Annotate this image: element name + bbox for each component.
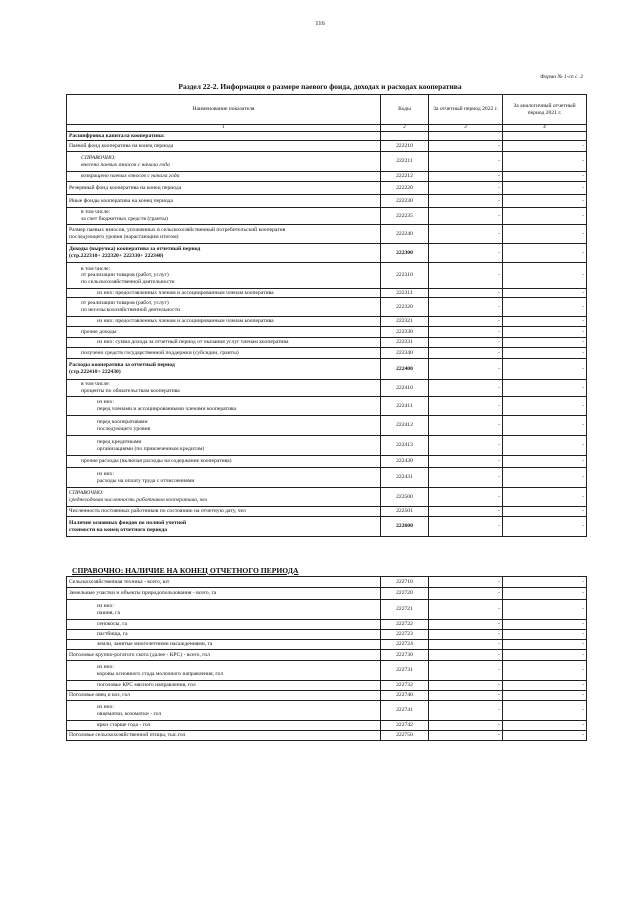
table-row: Размер паевых взносов, уплаченных в сельскохозяйственный потребительский кооператив последующего уровня (нарастающим итогом) 222240 - - — [67, 225, 587, 244]
header-reporting-period: За отчетный период 2022 г. — [429, 95, 503, 125]
table-row: из них: коровы основного стада молочного направления, гол 222731 - - — [67, 661, 587, 681]
table-row: СПРАВОЧНО: внесено паевых взносов с начала года 222211 - - — [67, 152, 587, 172]
table-row: Поголовье сельскохозяйственной птицы, тыс.гол 222750 - - — [67, 731, 587, 741]
table-row: Численность постоянных работников по состоянию на отчетную дату, чел 222501 - - — [67, 507, 587, 517]
table-row: Поголовье овец и коз, гол 222740 - - — [67, 691, 587, 701]
table-row: из них: овцематки, козоматки - гол 222741 - - — [67, 701, 587, 721]
table-row: Резервный фонд кооператива на конец периода 222220 - - — [67, 182, 587, 195]
table-row: от реализации товаров (работ, услуг) по несельскохозяйственной деятельности 222320 - - — [67, 298, 587, 317]
table-row: прочие расходы (включая расходы на содержание кооператива) 222430 - - — [67, 456, 587, 468]
table-row: Паевой фонд кооператива на конец периода 222210 - - — [67, 141, 587, 152]
table-row: Доходы (выручка) кооператива за отчетный период (стр.222310+ 222320+ 222330+ 222340) 222300 - - — [67, 244, 587, 263]
header-codes: Коды — [381, 95, 429, 125]
table-row: получено средств государственной поддержки (субсидии, гранты) 222340 - - — [67, 348, 587, 359]
table-row: из них: перед членами и ассоциированными членами кооператива 222411 - - — [67, 397, 587, 416]
table-row: прочие доходы 222330 - - — [67, 327, 587, 338]
table-row: из них: пашня, га 222721 - - — [67, 600, 587, 620]
table-row: земли, занятые многолетними насаждениями, га 222724 - - — [67, 640, 587, 650]
reference-section-title: СПРАВОЧНО: НАЛИЧИЕ НА КОНЕЦ ОТЧЕТНОГО ПЕРИОДА — [72, 566, 299, 575]
table-row: перед кооперативами последующего уровня 222412 - - — [67, 416, 587, 436]
section-title: Раздел 22-2. Информация о размере паевого фонда, доходах и расходах кооператива — [178, 82, 462, 91]
table-row: поголовье КРС мясного направления, гол 222732 - - — [67, 681, 587, 691]
table-row: из них: расходы на оплату труда с отчислениями 222431 - - — [67, 468, 587, 488]
table-row: из них: предоставленных членам и ассоциированным членам кооператива 222311 - - — [67, 289, 587, 298]
table-row: пастбища, га 222723 - - — [67, 630, 587, 640]
header-previous-period: За аналогичный отчетный период 2021 г. — [503, 95, 587, 125]
table-row: в том числе: от реализации товаров (работ, услуг) по сельскохозяйственной деятельности 222310 - - — [67, 263, 587, 289]
table-row: СПРАВОЧНО: среднегодовая численность работников кооператива, чел 222500 - - — [67, 488, 587, 507]
page-number: 116 — [315, 20, 325, 27]
table-row: Земельные участки и объекты природопользования - всего, га 222720 - - — [67, 588, 587, 600]
table-row: из них: сумма дохода за отчетный период от оказания услуг членам кооператива 222331 - - — [67, 338, 587, 348]
table-row: Расходы кооператива за отчетный период (стр.222410+ 222430) 222400 - - — [67, 359, 587, 380]
table-row: в том числе: за счет бюджетных средств (гранты) 222235 - - — [67, 208, 587, 225]
table-row: Наличие основных фондов по полной учетной стоимости на конец отчетного периода 222600 - - — [67, 517, 587, 537]
table-row: Сельскохозяйственная техника - всего, шт 222710 - - — [67, 577, 587, 588]
table-row: возвращено паевых взносов с начала года 222212 - - — [67, 172, 587, 182]
table-row: Расшифровка капитала кооператива: — [67, 132, 587, 141]
reference-holdings-table — [66, 576, 587, 741]
capital-income-expense-table — [66, 94, 587, 537]
table-row: сенокосы, га 222722 - - — [67, 620, 587, 630]
header-indicator-name: Наименование показателя — [67, 95, 381, 125]
table-row: в том числе: проценты по обязательствам кооператива 222410 - - — [67, 380, 587, 397]
table-index-row: 1 2 3 4 — [67, 125, 587, 132]
form-reference: Форма № 1-сп с. 2 — [540, 74, 583, 80]
table-row: перед кредитными организациями (по привлеченным кредитам) 222413 - - — [67, 436, 587, 456]
table-header-row — [67, 95, 587, 125]
table-row: Иные фонды кооператива на конец периода 222230 - - — [67, 195, 587, 208]
table-row: из них: предоставленных членам и ассоциированным членам кооператива 222321 - - — [67, 317, 587, 327]
table-row: ярки старше года - гол 222742 - - — [67, 721, 587, 731]
table-row: Поголовье крупно-рогатого скота (далее - КРС) - всего, гол 222730 - - — [67, 650, 587, 661]
